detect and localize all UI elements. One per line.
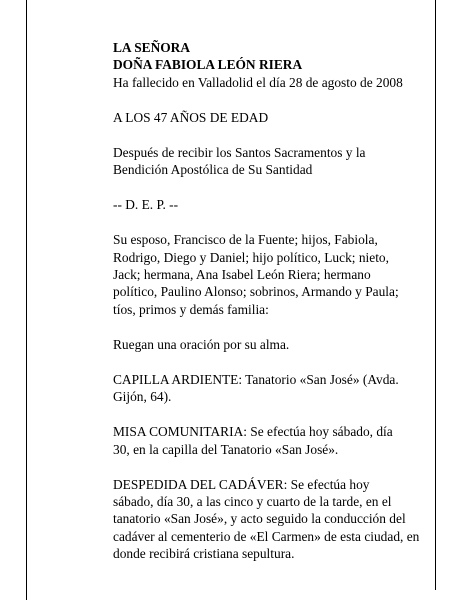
deceased-name: DOÑA FABIOLA LEÓN RIERA <box>113 57 303 73</box>
obituary-notice <box>113 39 435 563</box>
sacraments-line: Bendición Apostólica de Su Santidad <box>113 162 313 178</box>
mass-line: MISA COMUNITARIA: Se efectúa hoy sábado, día <box>113 424 393 440</box>
age-line: A LOS 47 AÑOS DE EDAD <box>113 109 269 125</box>
title-line-1: LA SEÑORA <box>113 40 191 55</box>
family-line: Su esposo, Francisco de la Fuente; hijos, Fabiola, <box>113 232 378 248</box>
farewell-line: tanatorio «San José», y acto seguido la conducción del <box>113 511 406 527</box>
page-border-right <box>435 0 436 590</box>
chapel-line: CAPILLA ARDIENTE: Tanatorio «San José» (Avda. <box>113 371 399 387</box>
sacraments-line: Después de recibir los Santos Sacramentos y la <box>113 144 366 160</box>
death-notice: Ha fallecido en Valladolid el día 28 de agosto de 2008 <box>113 74 403 90</box>
farewell-line: DESPEDIDA DEL CADÁVER: Se efectúa hoy <box>113 476 370 492</box>
family-line: político, Paulino Alonso; sobrinos, Armando y Paula; <box>113 284 399 300</box>
family-line: Rodrigo, Diego y Daniel; hijo político, Luck; nieto, <box>113 249 389 265</box>
farewell-line: donde recibirá cristiana sepultura. <box>113 546 295 562</box>
chapel-line: Gijón, 64). <box>113 389 172 405</box>
page-border-left <box>26 0 27 600</box>
family-line: Jack; hermana, Ana Isabel León Riera; hermano <box>113 267 371 283</box>
family-line: tíos, primos y demás familia: <box>113 301 269 317</box>
rip-line: -- D. E. P. -- <box>113 197 179 213</box>
prayer-line: Ruegan una oración por su alma. <box>113 336 290 352</box>
mass-line: 30, en la capilla del Tanatorio «San José». <box>113 441 339 457</box>
farewell-line: cadáver al cementerio de «El Carmen» de esta ciudad, en <box>113 528 420 544</box>
farewell-line: sábado, día 30, a las cinco y cuarto de la tarde, en el <box>113 494 392 510</box>
